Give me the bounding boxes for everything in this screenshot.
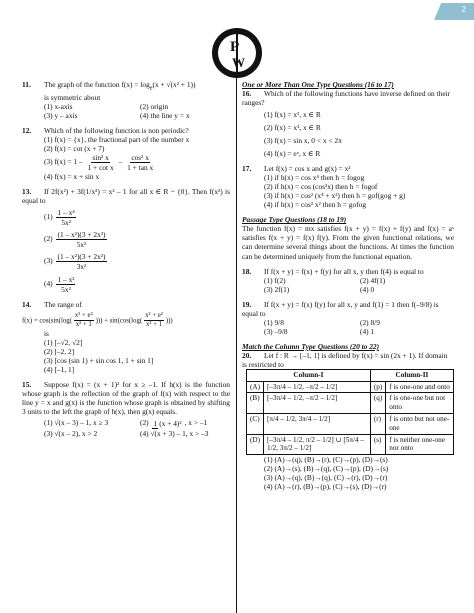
option-4: (4) 1 bbox=[360, 326, 375, 336]
question-stem: Which of the following functions have inverse defined on their ranges? bbox=[242, 89, 451, 108]
denominator: 1 + tan x bbox=[127, 163, 154, 173]
question-12 bbox=[22, 126, 230, 181]
expr-part: f(x) = cos(sin(log( bbox=[22, 316, 72, 324]
table-row bbox=[247, 434, 454, 455]
fraction bbox=[87, 153, 115, 172]
option-2: (2) 8/9 bbox=[360, 317, 380, 327]
column-1-header: Column-I bbox=[247, 369, 371, 381]
denominator: 1 + cot x bbox=[87, 163, 114, 173]
minus-sign: – bbox=[118, 157, 123, 167]
option-label: (3) bbox=[44, 256, 53, 266]
question-stem: Let f(x) = cos x and g(x) = x² bbox=[264, 164, 351, 174]
numerator: sin² x bbox=[92, 153, 109, 163]
option-3: (3) √(x – 2), x > 2 bbox=[44, 428, 98, 438]
option-4: (4) f(x) = x + sin x bbox=[44, 172, 100, 182]
page-number-tab bbox=[434, 3, 474, 20]
column-1-cell: [π/4 – 1/2, 3π/4 – 1/2] bbox=[263, 413, 370, 434]
section-heading: Match the Column Type Questions (20 to 22) bbox=[242, 341, 380, 351]
column-2-cell: f is onto but not one-one bbox=[386, 413, 454, 434]
column-2-cell: f is neither one-one nor onto bbox=[386, 434, 454, 455]
denominator: 3x² bbox=[76, 262, 87, 272]
fraction bbox=[126, 153, 154, 172]
question-19 bbox=[242, 300, 454, 336]
function-argument: (x + √(x² + 1)) bbox=[152, 80, 196, 89]
column-divider bbox=[236, 78, 237, 613]
numerator: (1 – x²)(3 + 2x²) bbox=[57, 252, 106, 262]
question-stem: If f(x + y) = f(x) + f(y) for all x, y then f(4) is equal to bbox=[264, 266, 424, 276]
row-label: (p) bbox=[370, 381, 385, 393]
match-table bbox=[246, 369, 454, 455]
option-1 bbox=[44, 208, 230, 227]
question-stem: Which of the following function is non periodic? bbox=[44, 126, 189, 136]
option-label: (1) bbox=[44, 212, 53, 222]
option-label: (4) bbox=[44, 278, 53, 288]
question-number: 14. bbox=[22, 299, 32, 309]
question-number: 18. bbox=[242, 266, 252, 276]
option-4: (4) [–1, 1] bbox=[44, 365, 75, 375]
denominator: (x + 4)² bbox=[159, 418, 182, 428]
option-1: (1) √(x – 3) – 1, x ≥ 3 bbox=[44, 418, 109, 428]
question-13 bbox=[22, 187, 230, 293]
question-tail: is bbox=[44, 329, 49, 339]
question-20 bbox=[242, 351, 454, 491]
denominator: 5x² bbox=[76, 240, 87, 250]
table-row bbox=[247, 393, 454, 414]
option-2: (2) origin bbox=[140, 102, 169, 112]
column-1-cell: [–3π/4 – 1/2, –π/2 – 1/2] bbox=[263, 393, 370, 414]
option-4: (4) (A)→(r), (B)→(p), (C)→(s), (D)→(r) bbox=[264, 482, 387, 492]
option-4: (4) 0 bbox=[360, 284, 375, 294]
question-16 bbox=[242, 89, 454, 158]
question-number: 13. bbox=[22, 187, 32, 197]
section-heading: One or More Than One Type Questions (16 to 17) bbox=[242, 80, 394, 89]
option-1: (1) f(x) = x², x ∈ R bbox=[264, 110, 321, 120]
question-number: 19. bbox=[242, 299, 252, 309]
question-11 bbox=[22, 80, 230, 120]
option-3: (3) y – axis bbox=[44, 111, 78, 121]
option-3 bbox=[44, 252, 230, 271]
table-row bbox=[247, 381, 454, 393]
option-1: (1) 9/8 bbox=[264, 317, 284, 327]
option-1: (1) x-axis bbox=[44, 102, 73, 112]
question-stem: Let f : R → [–1, 1] is defined by f(x) = sin (2x + 1). If domain is restricted to bbox=[242, 350, 448, 369]
question-17 bbox=[242, 164, 454, 209]
question-number: 15. bbox=[22, 380, 32, 390]
option-2: (2) f(x) = x³, x ∈ R bbox=[264, 123, 321, 133]
option-1: (1) if h(x) = cos x⁴ then h = fogog bbox=[264, 173, 365, 183]
question-number: 12. bbox=[22, 126, 32, 136]
denominator: 5x² bbox=[61, 284, 71, 294]
question-14 bbox=[22, 300, 230, 375]
page-header bbox=[0, 0, 474, 24]
option-2: (2) if h(x) = cos (cos²x) then h = fogof bbox=[264, 182, 378, 192]
expr-part: ))) + sin(cos(log( bbox=[95, 316, 143, 324]
column-2-cell: f is one-one and onto bbox=[386, 381, 454, 393]
question-stem: Suppose f(x) = (x + 1)² for x ≥ –1. If h(x) is the function whose graph is the reflection of the graph of f(x) with respect to the line y = x and g(x) is the function whose graph is obtained by shifting 3 units to the left the graph of h(x), then g(x) equals. bbox=[22, 380, 230, 417]
option-2 bbox=[44, 230, 230, 249]
option-3-prefix: (3) f(x) = 1 – bbox=[44, 157, 83, 167]
left-column bbox=[22, 80, 230, 444]
option-2-condition: , x > –1 bbox=[184, 418, 208, 428]
option-2 bbox=[140, 418, 207, 428]
question-stem: The range of bbox=[44, 299, 82, 309]
option-4 bbox=[44, 275, 230, 294]
log-base: e bbox=[149, 85, 153, 92]
row-label: (q) bbox=[370, 393, 385, 414]
option-2: (2) (A)→(s), (B)→(q), (C)→(p), (D)→(s) bbox=[264, 464, 389, 474]
expr-part: ))) bbox=[165, 316, 173, 324]
numerator: (1 – x²)(3 + 2x²) bbox=[57, 230, 106, 240]
numerator: 1 – x² bbox=[57, 274, 75, 284]
option-1: (1) f(2) bbox=[264, 275, 286, 285]
row-label: (s) bbox=[370, 434, 385, 455]
row-label: (r) bbox=[370, 413, 385, 434]
option-3: (3) f(x) = sin x, 0 < x < 2π bbox=[264, 136, 342, 146]
option-4: (4) the line y = x bbox=[140, 111, 190, 121]
option-4: (4) √(x + 3) – 1, x > –3 bbox=[140, 428, 209, 438]
option-2: (2) [–2, 2] bbox=[44, 347, 75, 357]
column-1-cell: [–3π/4 – 1/2, π/2 – 1/2] ∪ [5π/4 – 1/2, 3π/2 – 1/2] bbox=[263, 434, 370, 455]
numerator: x² + e² bbox=[144, 312, 164, 321]
numerator: 1 bbox=[153, 418, 158, 428]
table-row bbox=[247, 413, 454, 434]
question-18 bbox=[242, 267, 454, 294]
page-number: 2 bbox=[461, 5, 466, 14]
row-label: (D) bbox=[247, 434, 264, 455]
passage-text: The function f(x) = mx satisfies f(x + y) = f(x) + f(y) and f(x) = aˣ satisfies f(x + y) = f(x) f(y). From the given functional relations, we can determine several things about the functions. At times the function can be determined uniquely from the functional equation. bbox=[242, 224, 454, 261]
option-1: (1) [–√2, √2] bbox=[44, 338, 83, 348]
option-4: (4) if h(x) = cos² x² then h = gofog bbox=[264, 200, 367, 210]
denominator: x² + 1 bbox=[75, 320, 92, 328]
numerator: cos² x bbox=[131, 153, 149, 163]
option-3: (3) if h(x) = cos² (x⁴ + x²) then h = gof(gog + g) bbox=[264, 191, 406, 201]
option-3: (3) (A)→(q), (B)→(q), (C)→(r), (D)→(r) bbox=[264, 473, 388, 483]
question-number: 20. bbox=[242, 350, 252, 360]
question-stem: The graph of the function bbox=[44, 80, 120, 89]
column-2-header: Column-II bbox=[370, 369, 453, 381]
question-number: 16. bbox=[242, 89, 252, 99]
question-number: 11. bbox=[22, 80, 31, 89]
numerator: 1 – x⁴ bbox=[57, 208, 75, 218]
column-2-cell: f is one-one but not onto bbox=[386, 393, 454, 414]
option-label: (2) bbox=[140, 418, 149, 428]
function-expression: f(x) = log bbox=[121, 80, 150, 89]
option-1: (1) f(x) = {x}, the fractional part of the number x bbox=[44, 135, 190, 145]
option-label: (2) bbox=[44, 234, 53, 244]
numerator: x² + e² bbox=[74, 312, 94, 321]
option-4: (4) f(x) = eˣ, x ∈ R bbox=[264, 149, 321, 159]
option-2: (2) f(x) = cot (x + 7) bbox=[44, 144, 105, 154]
question-stem: If 2f(x²) + 3f(1/x²) = x² – 1 for all x ∈ R ~ {0}. Then f(x²) is equal to bbox=[22, 187, 230, 206]
option-1: (1) (A)→(q), (B)→(r), (C)→(p), (D)→(s) bbox=[264, 455, 388, 465]
function-definition bbox=[22, 312, 230, 330]
question-tail: is symmetric about bbox=[44, 92, 101, 102]
option-3: (3) 2f(1) bbox=[264, 284, 290, 294]
option-2: (2) 4f(1) bbox=[360, 275, 386, 285]
option-3: (3) –9/8 bbox=[264, 326, 288, 336]
denominator: 5x² bbox=[61, 218, 71, 228]
column-1-cell: [–3π/4 – 1/2, –π/2 – 1/2] bbox=[263, 381, 370, 393]
question-stem: If f(x + y) = f(x) f(y) for all x, y and f(1) = 1 then f(–9/8) is equal to bbox=[242, 299, 439, 318]
question-15 bbox=[22, 380, 230, 437]
row-label: (A) bbox=[247, 381, 264, 393]
question-number: 17. bbox=[242, 164, 252, 174]
right-column bbox=[242, 80, 454, 497]
pw-logo: P W bbox=[212, 28, 262, 78]
row-label: (B) bbox=[247, 393, 264, 414]
option-3: (3) [cos (sin 1) + sin cos 1, 1 + sin 1] bbox=[44, 356, 154, 366]
denominator: x² + 1 bbox=[145, 320, 163, 328]
option-3 bbox=[44, 153, 230, 172]
section-heading: Passage Type Questions (18 to 19) bbox=[242, 215, 347, 225]
row-label: (C) bbox=[247, 413, 264, 434]
